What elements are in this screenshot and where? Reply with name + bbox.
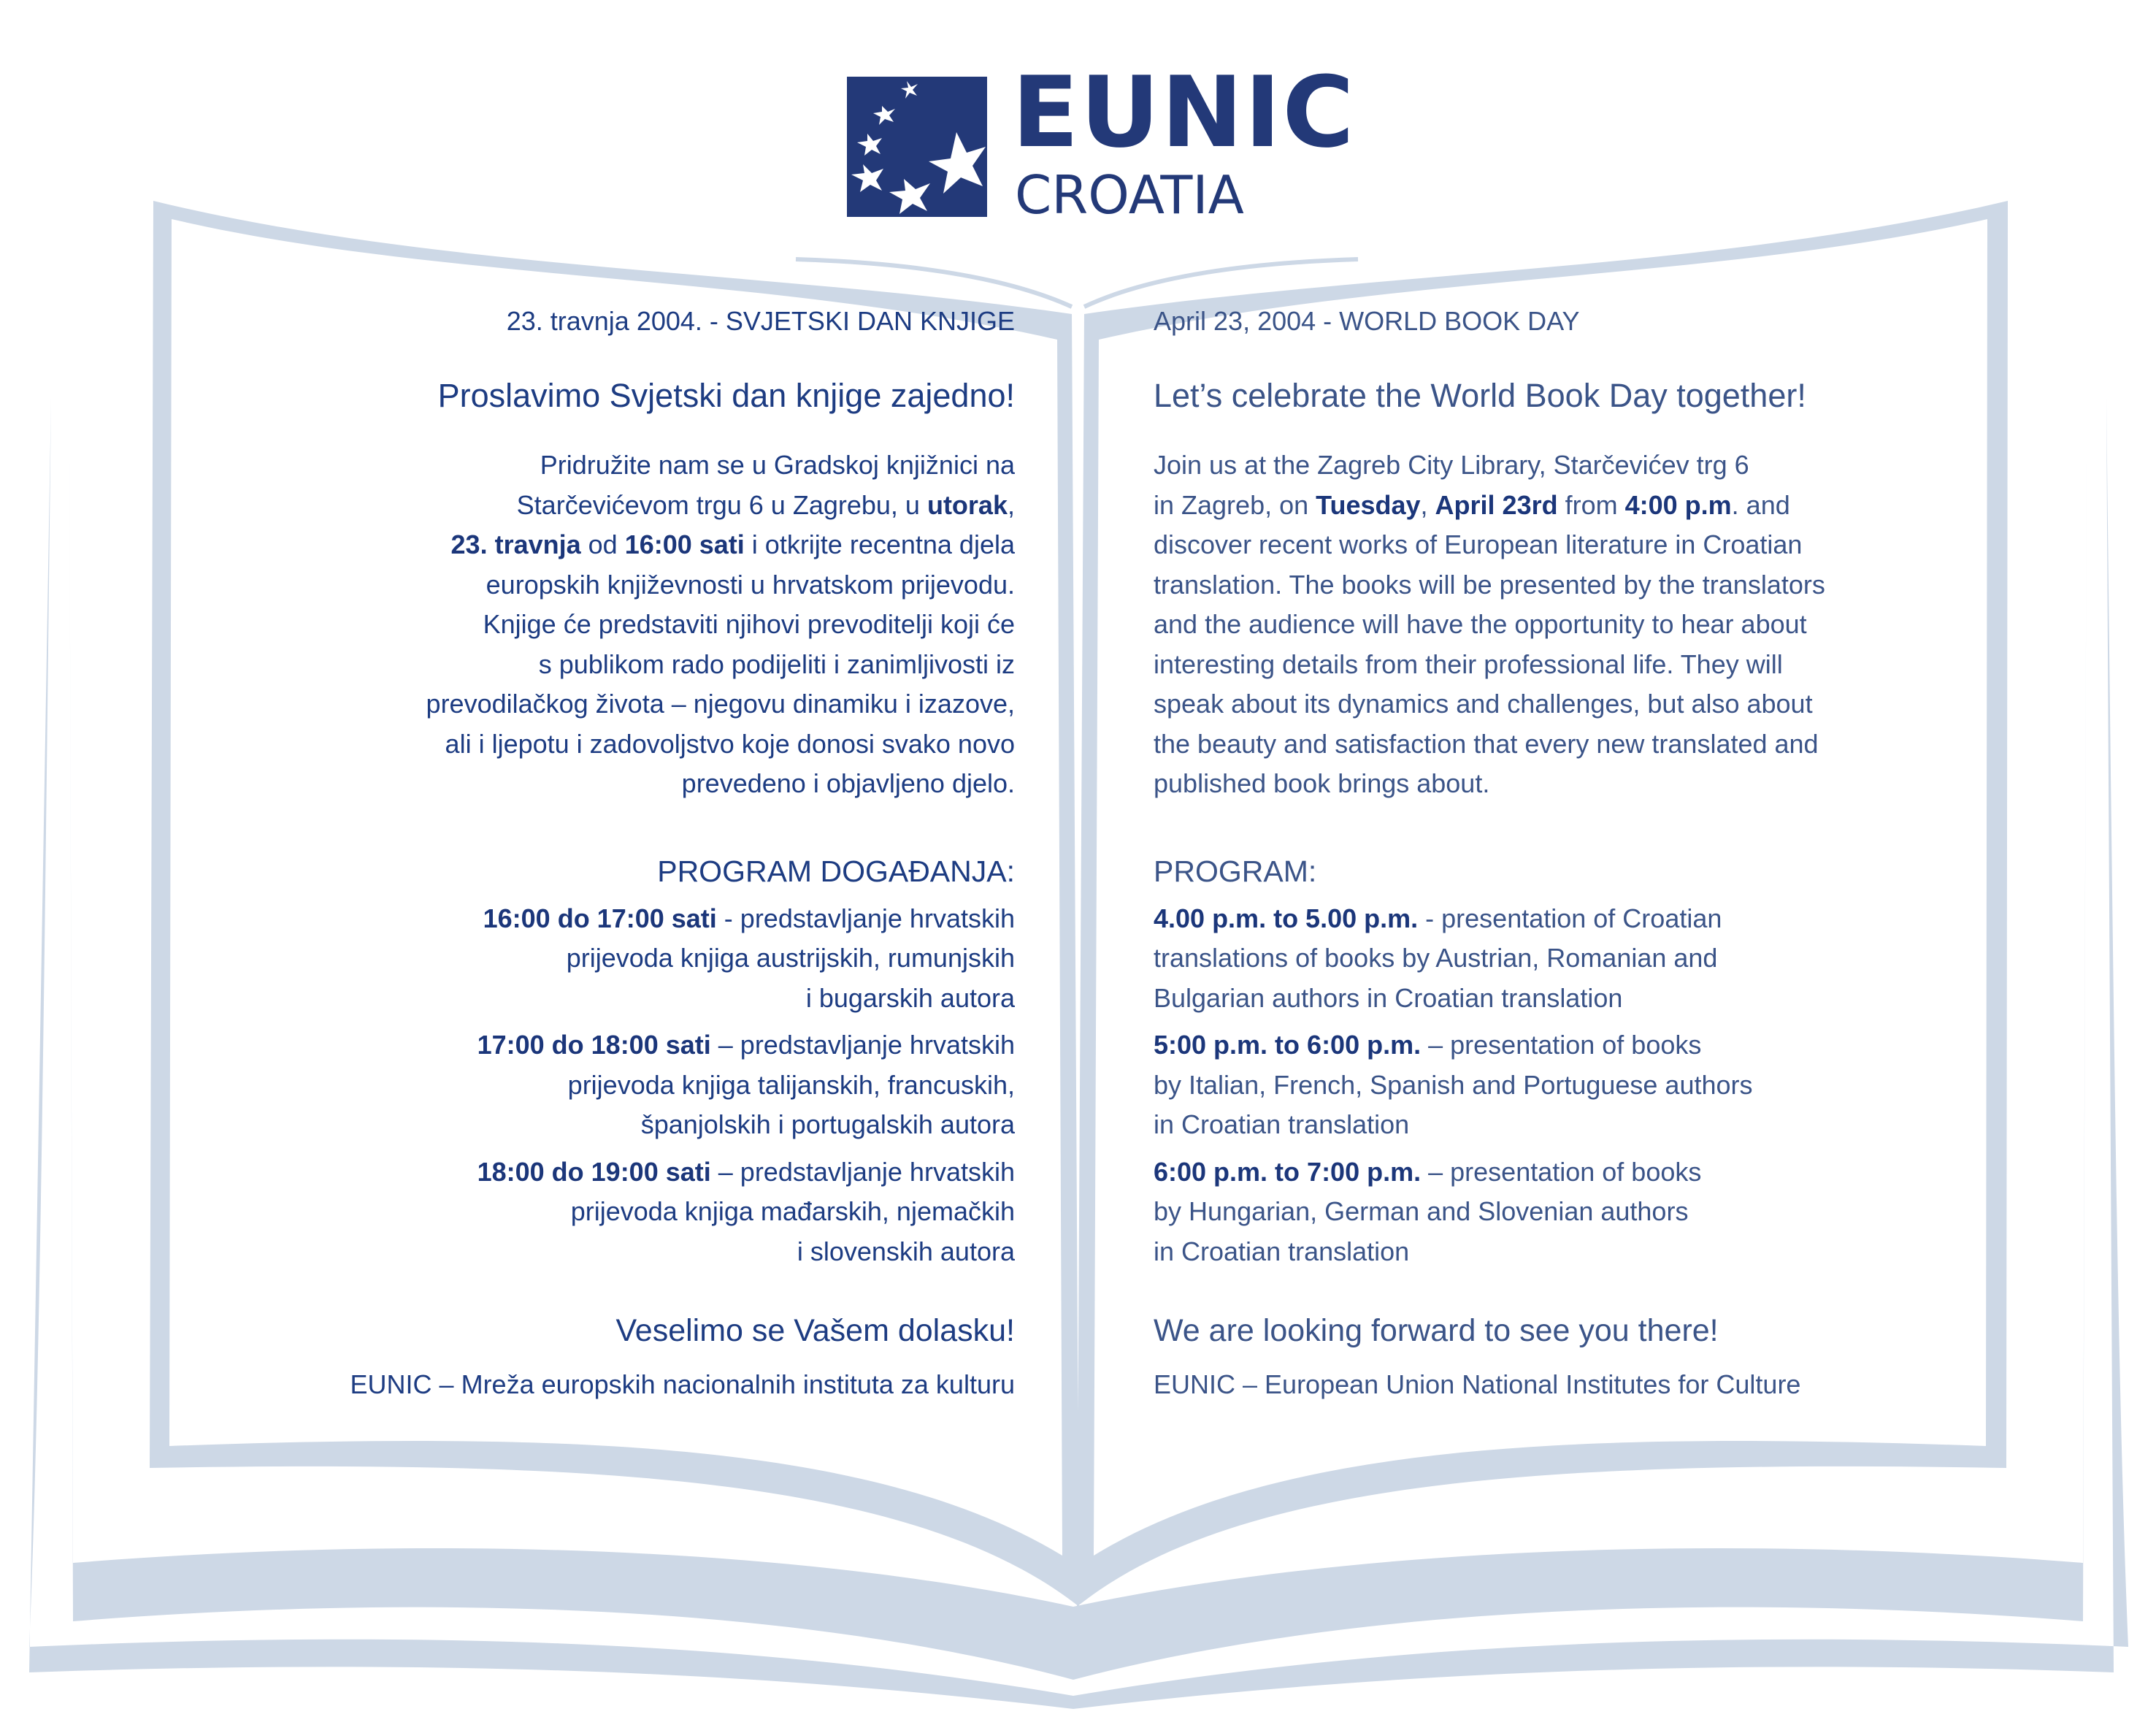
intro-line: prevodilačkog života – njegovu dinamiku i izazove, bbox=[426, 689, 1015, 719]
slot-time: 16:00 do 17:00 sati bbox=[483, 903, 717, 933]
slot-sep: – bbox=[1421, 1156, 1451, 1187]
slot-line bbox=[1154, 899, 1979, 939]
slot-sep: - bbox=[1418, 903, 1442, 933]
slot-line: i bugarskih autora bbox=[805, 982, 1015, 1013]
program-slot bbox=[183, 899, 1015, 1019]
intro-line bbox=[183, 525, 1015, 565]
logo-emblem bbox=[847, 77, 987, 217]
slot-line: prijevoda knjiga austrijskih, rumunjskih bbox=[566, 943, 1015, 973]
program-slot bbox=[1154, 899, 1979, 1019]
intro-text: , bbox=[1007, 489, 1015, 520]
intro-line: speak about its dynamics and challenges, but also about bbox=[1154, 689, 1813, 719]
slot-line: prijevoda knjiga mađarskih, njemačkih bbox=[570, 1196, 1015, 1226]
program-slot bbox=[1154, 1025, 1979, 1145]
intro-day: Tuesday bbox=[1316, 489, 1421, 520]
slot-line: by Hungarian, German and Slovenian authors bbox=[1154, 1196, 1689, 1226]
slot-line bbox=[183, 1025, 1015, 1066]
intro-line: and the audience will have the opportunity to hear about bbox=[1154, 609, 1807, 639]
slot-line: by Italian, French, Spanish and Portuguese authors bbox=[1154, 1069, 1753, 1100]
intro-time: 16:00 sati bbox=[624, 529, 745, 559]
intro-line bbox=[183, 486, 1015, 526]
intro-text: od bbox=[580, 529, 625, 559]
slot-text: predstavljanje hrvatskih bbox=[740, 1156, 1015, 1187]
slot-time: 4.00 p.m. to 5.00 p.m. bbox=[1154, 903, 1419, 933]
slot-line: prijevoda knjiga talijanskih, francuskih, bbox=[567, 1069, 1015, 1100]
closing-line: Veselimo se Vašem dolasku! bbox=[615, 1313, 1015, 1348]
intro-paragraph bbox=[1154, 445, 1979, 804]
slot-line bbox=[183, 899, 1015, 939]
intro-date: April 23rd bbox=[1435, 489, 1558, 520]
slot-time: 6:00 p.m. to 7:00 p.m. bbox=[1154, 1156, 1422, 1187]
intro-line: Knjige će predstaviti njihovi prevoditelji koji će bbox=[483, 609, 1015, 639]
intro-line: europskih književnosti u hrvatskom prijevodu. bbox=[486, 569, 1015, 600]
intro-text: from bbox=[1557, 489, 1625, 520]
slot-line bbox=[1154, 1025, 1979, 1066]
slot-time: 5:00 p.m. to 6:00 p.m. bbox=[1154, 1030, 1422, 1060]
intro-line bbox=[1154, 486, 1979, 526]
closing-line: We are looking forward to see you there! bbox=[1154, 1313, 1719, 1348]
slot-text: presentation of books bbox=[1450, 1156, 1702, 1187]
slot-sep: – bbox=[710, 1156, 740, 1187]
eunic-croatia-logo bbox=[847, 56, 1356, 226]
program-slot bbox=[183, 1152, 1015, 1272]
intro-line: ali i ljepotu i zadovoljstvo koje donosi svako novo bbox=[445, 728, 1015, 759]
program-title: PROGRAM DOGAĐANJA: bbox=[657, 854, 1015, 888]
slot-text: predstavljanje hrvatskih bbox=[740, 1030, 1015, 1060]
intro-text: , bbox=[1420, 489, 1435, 520]
intro-time: 4:00 p.m bbox=[1624, 489, 1732, 520]
slot-line: Bulgarian authors in Croatian translation bbox=[1154, 982, 1623, 1013]
intro-line: translation. The books will be presented by the translators bbox=[1154, 569, 1825, 600]
logo-title: EUNIC bbox=[1012, 56, 1356, 169]
date-line: April 23, 2004 - WORLD BOOK DAY bbox=[1154, 306, 1580, 336]
program-slot bbox=[1154, 1152, 1979, 1272]
intro-line: discover recent works of European literature in Croatian bbox=[1154, 529, 1803, 559]
intro-day: utorak bbox=[927, 489, 1008, 520]
slot-sep: – bbox=[710, 1030, 740, 1060]
slot-line: španjolskih i portugalskih autora bbox=[640, 1109, 1015, 1139]
program-slot bbox=[183, 1025, 1015, 1145]
slot-line bbox=[183, 1152, 1015, 1193]
english-column bbox=[1154, 305, 1979, 1401]
slot-sep: - bbox=[716, 903, 740, 933]
intro-line: interesting details from their professional life. They will bbox=[1154, 649, 1783, 679]
signature: EUNIC – European Union National Institutes for Culture bbox=[1154, 1369, 1801, 1399]
signature: EUNIC – Mreža europskih nacionalnih instituta za kulturu bbox=[350, 1369, 1015, 1399]
program-title: PROGRAM: bbox=[1154, 854, 1317, 888]
intro-line: published book brings about. bbox=[1154, 768, 1490, 798]
heading: Proslavimo Svjetski dan knjige zajedno! bbox=[437, 377, 1015, 414]
heading: Let’s celebrate the World Book Day together! bbox=[1154, 377, 1806, 414]
intro-date: 23. travnja bbox=[450, 529, 581, 559]
slot-time: 18:00 do 19:00 sati bbox=[477, 1156, 711, 1187]
slot-line: i slovenskih autora bbox=[797, 1236, 1015, 1266]
intro-text: Starčevićevom trgu 6 u Zagrebu, u bbox=[516, 489, 927, 520]
intro-line: the beauty and satisfaction that every new translated and bbox=[1154, 728, 1819, 759]
slot-text: predstavljanje hrvatskih bbox=[740, 903, 1015, 933]
slot-time: 17:00 do 18:00 sati bbox=[477, 1030, 711, 1060]
intro-line: prevedeno i objavljeno djelo. bbox=[681, 768, 1015, 798]
intro-paragraph bbox=[183, 445, 1015, 804]
intro-line: Pridružite nam se u Gradskoj knjižnici na bbox=[540, 450, 1015, 480]
slot-sep: – bbox=[1421, 1030, 1451, 1060]
slot-line: in Croatian translation bbox=[1154, 1109, 1410, 1139]
slot-text: presentation of Croatian bbox=[1441, 903, 1722, 933]
slot-line: translations of books by Austrian, Romanian and bbox=[1154, 943, 1718, 973]
slot-line: in Croatian translation bbox=[1154, 1236, 1410, 1266]
logo-subtitle: CROATIA bbox=[1015, 164, 1244, 226]
croatian-column bbox=[183, 305, 1015, 1401]
slot-line bbox=[1154, 1152, 1979, 1193]
date-line: 23. travnja 2004. - SVJETSKI DAN KNJIGE bbox=[506, 306, 1015, 336]
stars-flying-icon bbox=[847, 77, 987, 217]
intro-line: s publikom rado podijeliti i zanimljivosti iz bbox=[538, 649, 1015, 679]
intro-text: in Zagreb, on bbox=[1154, 489, 1316, 520]
slot-text: presentation of books bbox=[1450, 1030, 1702, 1060]
intro-text: . and bbox=[1731, 489, 1790, 520]
intro-line: Join us at the Zagreb City Library, Starčevićev trg 6 bbox=[1154, 450, 1749, 480]
intro-text: i otkrijte recentna djela bbox=[744, 529, 1015, 559]
